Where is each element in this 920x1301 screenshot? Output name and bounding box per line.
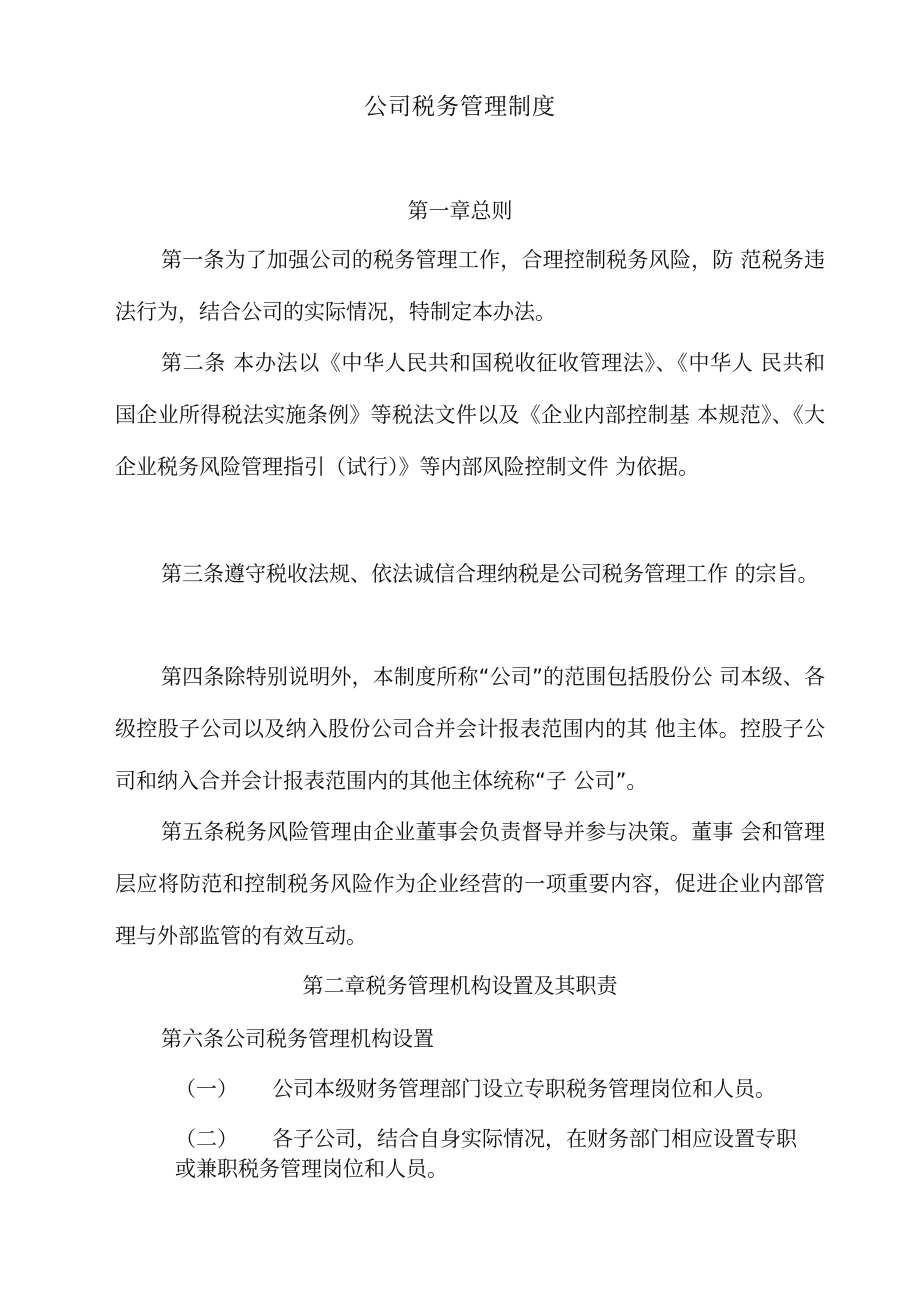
article-4: 第四条除特别说明外，本制度所称“公司”的范围包括股份公 司本级、各级控股子公司以及纳入股份公司合并会计报表范围内的其 他主体。控股子公司和纳入合并会计报表范围内的其他主体统称“子 公司”。 [115, 665, 825, 793]
article-2: 第二条 本办法以《中华人民共和国税收征收管理法》、《中华人 民共和国企业所得税法实施条例》等税法文件以及《企业内部控制基 本规范》、《大企业税务风险管理指引（试行）》等内部风险控制文件 为依据。 [115, 351, 825, 479]
list-item-2 [175, 1124, 815, 1184]
list-item-2-text: 各子公司，结合自身实际情况，在财务部门相应设置专职 或兼职税务管理岗位和人员。 [175, 1127, 797, 1181]
chapter-2-heading: 第二章税务管理机构设置及其职责 [302, 974, 618, 998]
document-title: 公司税务管理制度 [364, 94, 556, 120]
article-6: 第六条公司税务管理机构设置 [161, 1027, 434, 1051]
list-item-1 [175, 1074, 815, 1104]
article-5: 第五条税务风险管理由企业董事会负责督导并参与决策。董事 会和管理层应将防范和控制税务风险作为企业经营的一项重要内容，促进企业内部管理与外部监管的有效互动。 [115, 820, 825, 948]
list-item-1-text: 公司本级财务管理部门设立专职税务管理岗位和人员。 [272, 1077, 776, 1101]
chapter-1-heading: 第一章总则 [407, 199, 513, 223]
article-1: 第一条为了加强公司的税务管理工作，合理控制税务风险，防 范税务违法行为，结合公司的实际情况，特制定本办法。 [115, 248, 825, 324]
article-3: 第三条遵守税收法规、依法诚信合理纳税是公司税务管理工作 的宗旨。 [161, 562, 819, 586]
list-item-2-number: （二） [175, 1127, 238, 1151]
list-item-1-number: （一） [175, 1077, 238, 1101]
